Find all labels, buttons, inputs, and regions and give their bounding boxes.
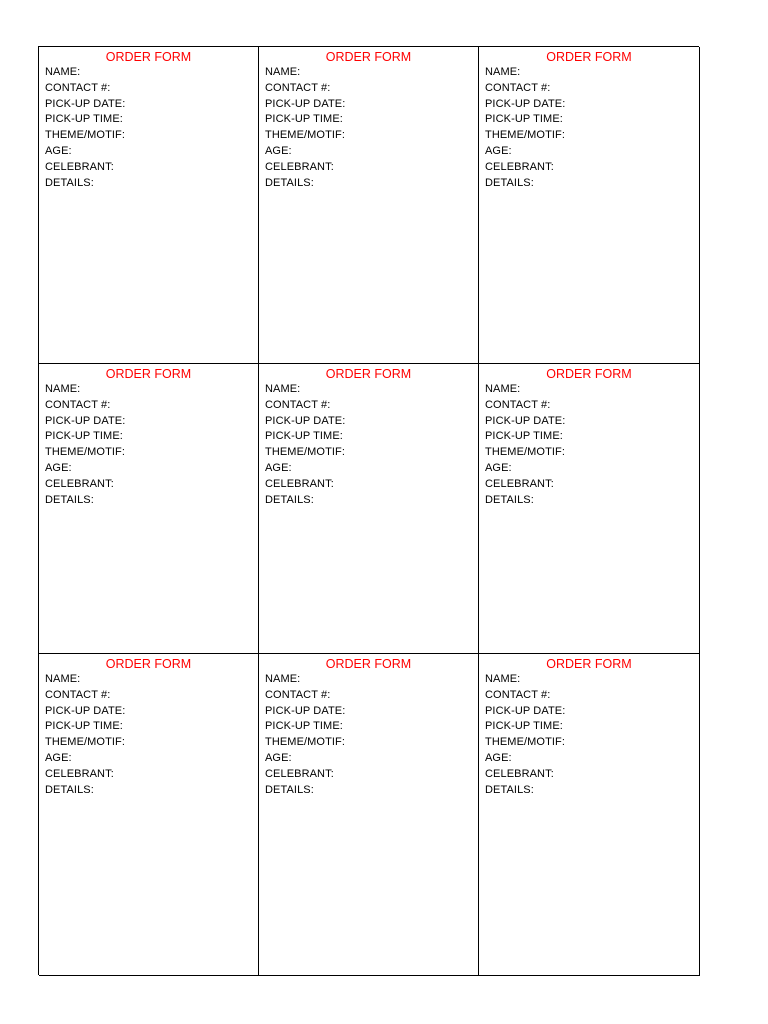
order-form-title: ORDER FORM bbox=[325, 50, 412, 64]
form-field-label: AGE: bbox=[265, 461, 292, 474]
form-field-label: CELEBRANT: bbox=[485, 477, 554, 490]
form-field-label: CONTACT #: bbox=[45, 81, 111, 94]
form-field-label: PICK-UP TIME: bbox=[45, 430, 123, 443]
form-field-label: AGE: bbox=[265, 751, 292, 764]
form-field-label: DETAILS: bbox=[45, 783, 94, 796]
form-field-label: THEME/MOTIF: bbox=[45, 129, 126, 142]
form-field-label: THEME/MOTIF: bbox=[45, 736, 126, 749]
order-form-card bbox=[39, 364, 259, 654]
form-field-label: PICK-UP DATE: bbox=[45, 704, 126, 717]
form-field-label: PICK-UP TIME: bbox=[45, 113, 123, 126]
order-form-card bbox=[259, 654, 479, 976]
order-form-title: ORDER FORM bbox=[105, 367, 192, 381]
order-form-title: ORDER FORM bbox=[546, 657, 632, 671]
form-field-label: DETAILS: bbox=[265, 493, 314, 506]
form-field-label: THEME/MOTIF: bbox=[265, 736, 346, 749]
form-field-label: PICK-UP TIME: bbox=[265, 720, 343, 733]
form-field-label: PICK-UP TIME: bbox=[265, 430, 343, 443]
order-form-card bbox=[479, 364, 700, 654]
form-field-label: DETAILS: bbox=[485, 783, 534, 796]
form-field-label: AGE: bbox=[45, 461, 72, 474]
form-field-label: AGE: bbox=[485, 461, 512, 474]
form-field-label: PICK-UP DATE: bbox=[485, 414, 566, 427]
form-field-label: DETAILS: bbox=[265, 783, 314, 796]
form-field-label: DETAILS: bbox=[45, 176, 94, 189]
form-field-label: PICK-UP DATE: bbox=[265, 414, 346, 427]
form-field-label: NAME: bbox=[485, 673, 521, 685]
order-form-card bbox=[479, 654, 700, 976]
form-field-label: CELEBRANT: bbox=[485, 160, 554, 173]
form-field-label: CELEBRANT: bbox=[265, 160, 334, 173]
form-field-label: NAME: bbox=[265, 673, 301, 685]
order-form-card bbox=[479, 47, 700, 364]
order-form-title: ORDER FORM bbox=[325, 367, 412, 381]
order-form-title: ORDER FORM bbox=[546, 367, 632, 381]
form-field-label: AGE: bbox=[485, 144, 512, 157]
form-field-label: CELEBRANT: bbox=[45, 477, 114, 490]
form-field-label: CELEBRANT: bbox=[485, 767, 554, 780]
form-field-label: NAME: bbox=[265, 66, 301, 78]
form-field-label: NAME: bbox=[485, 383, 521, 395]
form-field-label: AGE: bbox=[45, 144, 72, 157]
form-field-label: PICK-UP TIME: bbox=[485, 430, 563, 443]
form-field-label: NAME: bbox=[45, 66, 81, 78]
form-field-label: PICK-UP DATE: bbox=[45, 97, 126, 110]
form-field-label: CONTACT #: bbox=[45, 688, 111, 701]
form-field-label: CELEBRANT: bbox=[265, 477, 334, 490]
form-field-label: CONTACT #: bbox=[265, 688, 331, 701]
form-field-label: THEME/MOTIF: bbox=[485, 736, 566, 749]
form-field-label: PICK-UP DATE: bbox=[45, 414, 126, 427]
order-form-grid bbox=[38, 46, 699, 975]
form-field-label: PICK-UP DATE: bbox=[485, 97, 566, 110]
form-field-label: CONTACT #: bbox=[485, 688, 551, 701]
order-form-card bbox=[259, 47, 479, 364]
form-field-label: PICK-UP TIME: bbox=[45, 720, 123, 733]
form-field-label: CONTACT #: bbox=[265, 398, 331, 411]
form-field-label: CONTACT #: bbox=[485, 398, 551, 411]
order-form-title: ORDER FORM bbox=[105, 657, 192, 671]
order-form-card bbox=[39, 47, 259, 364]
form-field-label: PICK-UP DATE: bbox=[265, 97, 346, 110]
form-field-label: AGE: bbox=[45, 751, 72, 764]
form-field-label: CELEBRANT: bbox=[265, 767, 334, 780]
form-field-label: DETAILS: bbox=[485, 493, 534, 506]
form-field-label: THEME/MOTIF: bbox=[485, 446, 566, 459]
order-form-card bbox=[259, 364, 479, 654]
form-field-label: PICK-UP TIME: bbox=[485, 720, 563, 733]
form-field-label: CELEBRANT: bbox=[45, 160, 114, 173]
form-field-label: PICK-UP TIME: bbox=[265, 113, 343, 126]
form-field-label: THEME/MOTIF: bbox=[265, 446, 346, 459]
form-field-label: CONTACT #: bbox=[45, 398, 111, 411]
form-field-label: CELEBRANT: bbox=[45, 767, 114, 780]
form-field-label: PICK-UP TIME: bbox=[485, 113, 563, 126]
form-field-label: NAME: bbox=[485, 66, 521, 78]
form-field-label: THEME/MOTIF: bbox=[485, 129, 566, 142]
form-field-label: NAME: bbox=[45, 673, 81, 685]
form-field-label: THEME/MOTIF: bbox=[265, 129, 346, 142]
order-form-title: ORDER FORM bbox=[325, 657, 412, 671]
order-form-card bbox=[39, 654, 259, 976]
form-field-label: NAME: bbox=[265, 383, 301, 395]
form-field-label: CONTACT #: bbox=[265, 81, 331, 94]
form-field-label: PICK-UP DATE: bbox=[265, 704, 346, 717]
form-field-label: DETAILS: bbox=[485, 176, 534, 189]
form-field-label: AGE: bbox=[265, 144, 292, 157]
order-form-title: ORDER FORM bbox=[105, 50, 192, 64]
form-field-label: PICK-UP DATE: bbox=[485, 704, 566, 717]
form-field-label: NAME: bbox=[45, 383, 81, 395]
form-field-label: CONTACT #: bbox=[485, 81, 551, 94]
form-field-label: THEME/MOTIF: bbox=[45, 446, 126, 459]
form-field-label: DETAILS: bbox=[265, 176, 314, 189]
form-field-label: AGE: bbox=[485, 751, 512, 764]
form-field-label: DETAILS: bbox=[45, 493, 94, 506]
order-form-title: ORDER FORM bbox=[546, 50, 632, 64]
